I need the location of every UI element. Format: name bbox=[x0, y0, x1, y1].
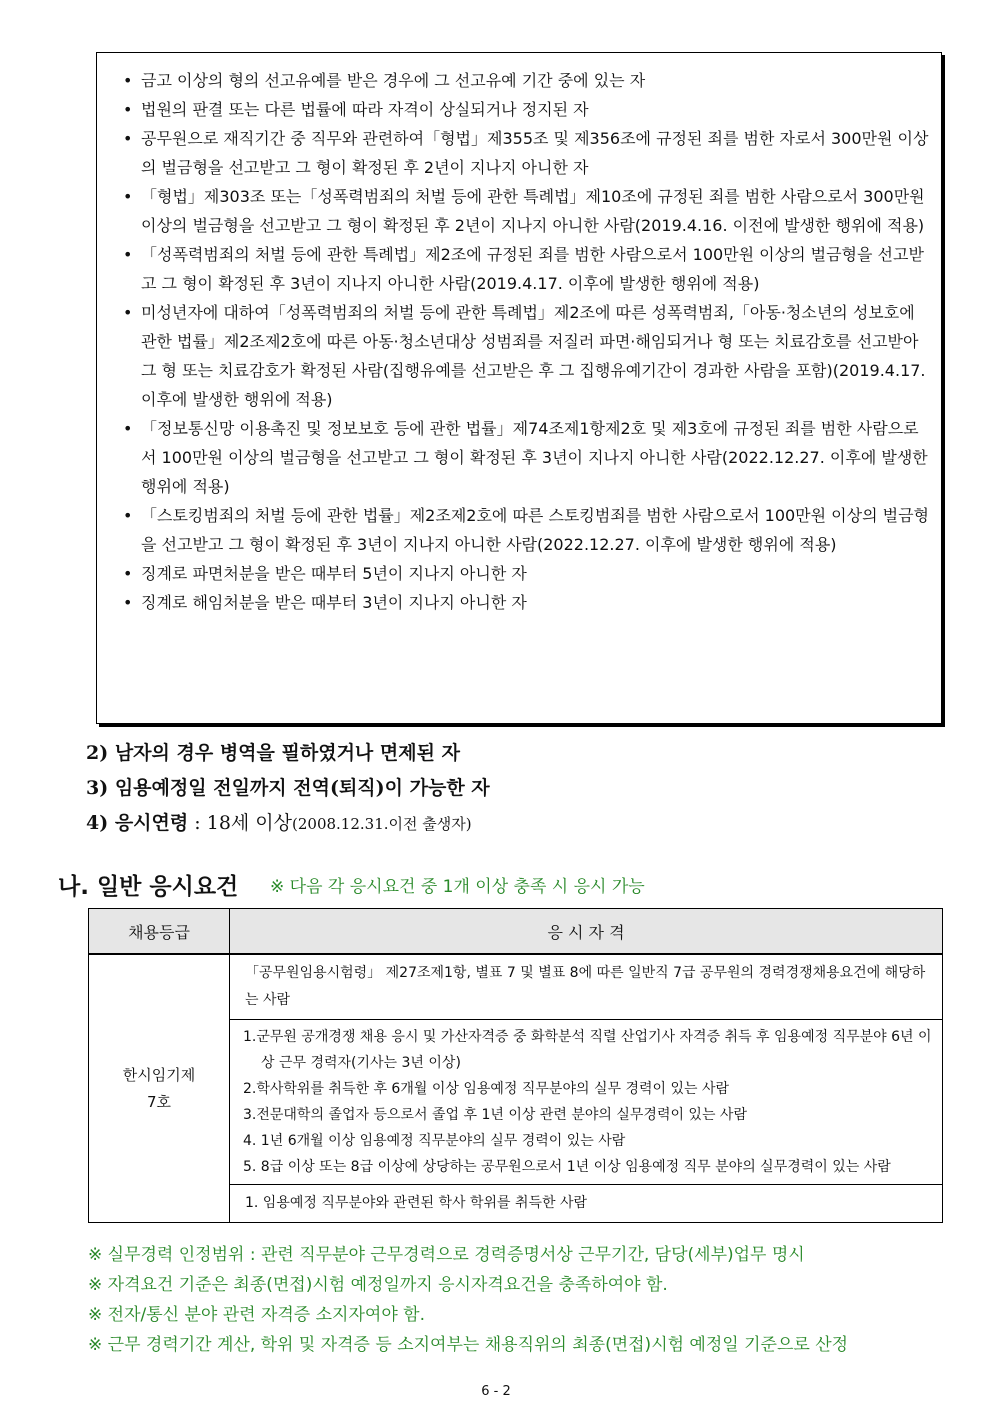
section-note: ※ 다음 각 응시요건 중 1개 이상 충족 시 응시 가능 bbox=[270, 877, 645, 897]
bullet-icon: • bbox=[123, 187, 133, 206]
list-item: • 징계로 파면처분을 받은 때부터 5년이 지나지 아니한 자 bbox=[121, 559, 931, 588]
bullet-icon: • bbox=[123, 506, 133, 525]
list-item: • 징계로 해임처분을 받은 때부터 3년이 지나지 아니한 자 bbox=[121, 588, 931, 617]
list-item: • 「성폭력범죄의 처벌 등에 관한 특례법」제2조에 규정된 죄를 범한 사람으로서 100만원 이상의 벌금형을 선고받고 그 형이 확정된 후 3년이 지나지 아니한 사람(2019.4.17. 이후에 발생한 행위에 적용) bbox=[121, 240, 931, 298]
list-item: 3.전문대학의 졸업자 등으로서 졸업 후 1년 이상 관련 분야의 실무경력이 있는 사람 bbox=[243, 1107, 747, 1123]
list-item: • 「스토킹범죄의 처벌 등에 관한 법률」제2조제2호에 따른 스토킹범죄를 범한 사람으로서 100만원 이상의 벌금형을 선고받고 그 형이 확정된 후 3년이 지나지 아니한 사람(2022.12.27. 이후에 발생한 행위에 적용) bbox=[121, 501, 931, 559]
bullet-icon: • bbox=[123, 593, 133, 612]
footnote: ※ 실무경력 인정범위 : 관련 직무분야 근무경력으로 경력증명서상 근무기간, 담당(세부)업무 명시 bbox=[88, 1245, 805, 1265]
table-row bbox=[89, 954, 943, 1020]
list-item: 1.군무원 공개경쟁 채용 응시 및 가산자격증 중 화학분석 직렬 산업기사 자격증 취득 후 임용예정 직무분야 6년 이상 근무 경력자(기사는 3년 이상) bbox=[243, 1029, 932, 1071]
qualification-block-1: 「공무원임용시험령」 제27조제1항, 별표 7 및 별표 8에 따른 일반직 7급 공무원의 경력경쟁채용요건에 해당하는 사람 bbox=[230, 954, 943, 1020]
requirement-military: 2) 남자의 경우 병역을 필하였거나 면제된 자 bbox=[86, 742, 460, 764]
list-item: 2.학사학위를 취득한 후 6개월 이상 임용예정 직무분야의 실무 경력이 있는 사람 bbox=[243, 1081, 730, 1097]
list-item: • 「형법」제303조 또는「성폭력범죄의 처벌 등에 관한 특례법」제10조에 규정된 죄를 범한 사람으로서 300만원 이상의 벌금형을 선고받고 그 형이 확정된 후 2년이 지나지 아니한 사람(2019.4.16. 이전에 발생한 행위에 적용) bbox=[121, 182, 931, 240]
header-qualification: 응 시 자 격 bbox=[230, 909, 943, 955]
bullet-icon: • bbox=[123, 419, 133, 438]
list-item: • 미성년자에 대하여「성폭력범죄의 처벌 등에 관한 특례법」제2조에 따른 성폭력범죄,「아동·청소년의 성보호에 관한 법률」제2조제2호에 따른 아동·청소년대상 성범죄를 저질러 파면·해임되거나 형 또는 치료감호를 선고받아 그 형 또는 치료감호가 확정된 사람(집행유예를 선고받은 후 그 집행유예기간이 경과한 사람을 포함)(2019.4.17. 이후에 발생한 행위에 적용) bbox=[121, 298, 931, 414]
grade-cell: 한시임기제 7호 bbox=[89, 954, 230, 1223]
requirement-discharge: 3) 임용예정일 전일까지 전역(퇴직)이 가능한 자 bbox=[86, 777, 490, 799]
qualification-block-2 bbox=[230, 1020, 943, 1185]
requirement-age: 4) 응시연령 : 18세 이상(2008.12.31.이전 출생자) bbox=[86, 812, 472, 834]
requirements-table bbox=[88, 908, 943, 1223]
bullet-icon: • bbox=[123, 100, 133, 119]
list-item: • 공무원으로 재직기간 중 직무와 관련하여「형법」제355조 및 제356조에 규정된 죄를 범한 자로서 300만원 이상의 벌금형을 선고받고 그 형이 확정된 후 2년이 지나지 아니한 자 bbox=[121, 124, 931, 182]
bullet-icon: • bbox=[123, 303, 133, 322]
header-grade: 채용등급 bbox=[89, 909, 230, 955]
footnote: ※ 자격요건 기준은 최종(면접)시험 예정일까지 응시자격요건을 충족하여야 함. bbox=[88, 1275, 668, 1295]
qualification-block-3: 1. 임용예정 직무분야와 관련된 학사 학위를 취득한 사람 bbox=[230, 1185, 943, 1223]
bullet-icon: • bbox=[123, 245, 133, 264]
disqualification-list bbox=[97, 53, 941, 617]
page-number: 6 - 2 bbox=[481, 1384, 511, 1399]
list-item: 5. 8급 이상 또는 8급 이상에 상당하는 공무원으로서 1년 이상 임용예정 직무 분야의 실무경력이 있는 사람 bbox=[243, 1159, 891, 1175]
list-item: • 법원의 판결 또는 다른 법률에 따라 자격이 상실되거나 정지된 자 bbox=[121, 95, 931, 124]
list-item: 4. 1년 6개월 이상 임용예정 직무분야의 실무 경력이 있는 사람 bbox=[243, 1133, 626, 1149]
bullet-icon: • bbox=[123, 129, 133, 148]
table-header-row bbox=[89, 909, 943, 955]
list-item: • 금고 이상의 형의 선고유예를 받은 경우에 그 선고유예 기간 중에 있는 자 bbox=[121, 66, 931, 95]
footnotes bbox=[88, 1240, 848, 1360]
section-title: 나. 일반 응시요건 bbox=[58, 874, 239, 900]
disqualification-box bbox=[96, 52, 942, 724]
list-item: • 「정보통신망 이용촉진 및 정보보호 등에 관한 법률」제74조제1항제2호 및 제3호에 규정된 죄를 범한 사람으로서 100만원 이상의 벌금형을 선고받고 그 형이 확정된 후 3년이 지나지 아니한 사람(2022.12.27. 이후에 발생한 행위에 적용) bbox=[121, 414, 931, 501]
footnote: ※ 전자/통신 분야 관련 자격증 소지자여야 함. bbox=[88, 1305, 425, 1325]
bullet-icon: • bbox=[123, 564, 133, 583]
footnote: ※ 근무 경력기간 계산, 학위 및 자격증 등 소지여부는 채용직위의 최종(면접)시험 예정일 기준으로 산정 bbox=[88, 1335, 849, 1355]
bullet-icon: • bbox=[123, 71, 133, 90]
